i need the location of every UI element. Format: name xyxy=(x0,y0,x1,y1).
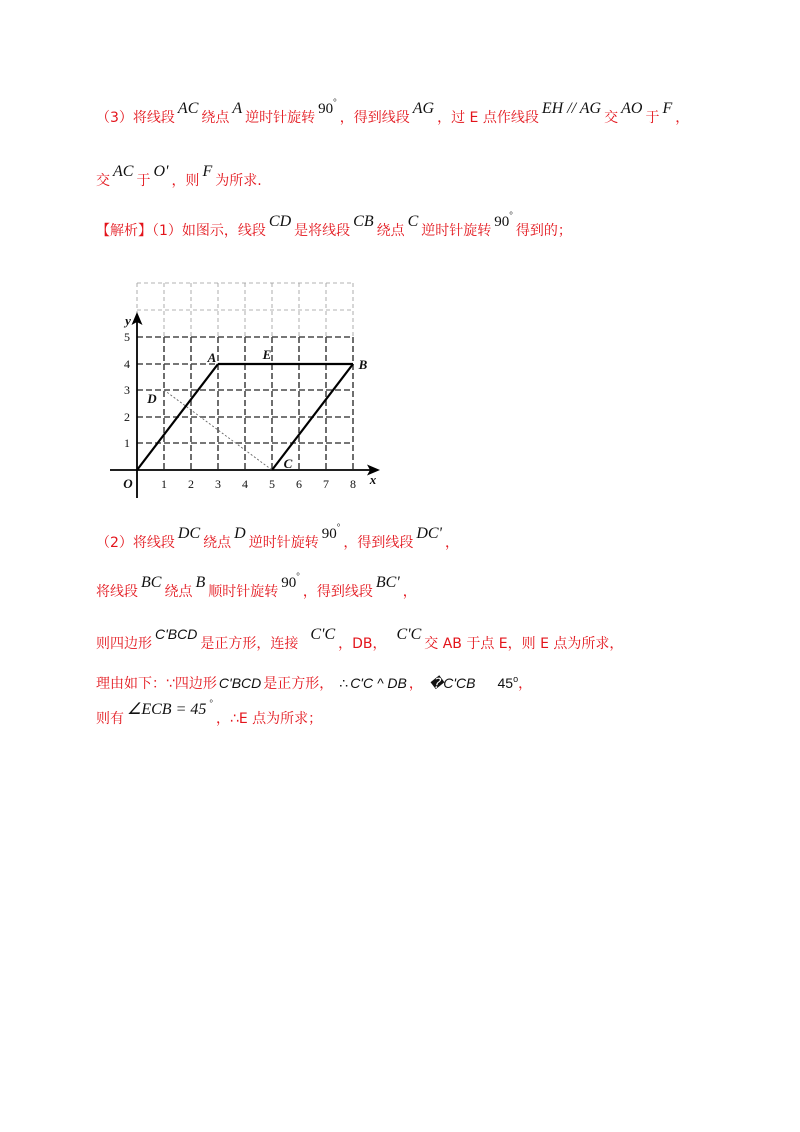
math-segment-c-prime-c: C'C xyxy=(396,626,422,643)
text-run: 于 xyxy=(645,110,660,126)
y-tick-label: 4 xyxy=(124,357,130,371)
math-point-c: C xyxy=(407,213,419,230)
text-run: ，则 xyxy=(171,173,200,189)
x-tick-label: 4 xyxy=(242,477,248,491)
paragraph-step-3-line-2 xyxy=(96,163,262,191)
y-tick-label: 5 xyxy=(124,330,130,344)
x-tick-label: 3 xyxy=(215,477,221,491)
math-segment-bc-prime: BC' xyxy=(375,574,400,591)
text-run: ，得到线段 xyxy=(343,535,414,551)
text-run: ，过 E 点作线段 xyxy=(437,110,539,126)
analysis-step-2-line-1 xyxy=(96,522,459,554)
text-run: 理由如下：∵四边形 xyxy=(96,676,217,692)
math-angle-expression: �C'CB xyxy=(428,675,476,691)
text-run: 绕点 xyxy=(164,584,193,600)
point-label-a: A xyxy=(207,350,217,365)
x-tick-label: 2 xyxy=(188,477,194,491)
text-run: ， xyxy=(408,676,423,692)
x-axis-label: x xyxy=(369,472,377,487)
text-run: 于 xyxy=(136,173,151,189)
degree-sign: ° xyxy=(333,97,337,107)
math-segment-bc: BC xyxy=(141,574,162,591)
x-tick-label: 1 xyxy=(161,477,167,491)
math-angle-value: 45 xyxy=(497,675,514,691)
math-segment-ac: AC xyxy=(177,100,199,117)
text-run: 逆时针旋转 xyxy=(248,535,319,551)
x-tick-label: 5 xyxy=(269,477,275,491)
origin-label: O xyxy=(123,476,133,491)
y-axis-label: y xyxy=(125,313,131,328)
analysis-reason-line xyxy=(96,673,532,695)
text-run: 交 xyxy=(604,110,619,126)
text-run: （2）将线段 xyxy=(96,535,175,551)
text-run: ， xyxy=(402,584,417,600)
text-run: ，得到线段 xyxy=(339,110,410,126)
math-point-f: F xyxy=(202,163,213,180)
point-label-c: C xyxy=(283,456,293,471)
text-run: 是正方形， xyxy=(263,676,334,692)
math-angle-equation: ∠ECB = 45 xyxy=(127,701,207,718)
math-angle-value: 90 xyxy=(281,575,297,591)
therefore-symbol: ∴ xyxy=(339,675,349,691)
text-run: ， xyxy=(675,110,690,126)
math-point-f: F xyxy=(662,100,673,117)
analysis-step-2-line-2 xyxy=(96,571,417,603)
math-segment-ao: AO xyxy=(621,100,643,117)
text-run: 是正方形，连接 xyxy=(200,636,299,652)
x-tick-label: 7 xyxy=(323,477,329,491)
analysis-conclusion-line xyxy=(96,698,323,730)
math-perpendicular-expression: C'C ^ DB xyxy=(350,675,407,691)
text-run: 将线段 xyxy=(96,584,138,600)
text-run: 则四边形 xyxy=(96,636,152,652)
point-label-e: E xyxy=(262,347,272,362)
math-quadrilateral: C'BCD xyxy=(155,626,198,642)
point-label-b: B xyxy=(358,357,368,372)
text-run: 绕点 xyxy=(376,223,405,239)
text-run: ，得到线段 xyxy=(302,584,373,600)
text-run: ， xyxy=(518,676,533,692)
math-angle-value: 90 xyxy=(494,214,510,230)
text-run: 逆时针旋转 xyxy=(245,110,316,126)
text-run: 绕点 xyxy=(203,535,232,551)
y-tick-label: 2 xyxy=(124,410,130,424)
math-point-d: D xyxy=(234,525,246,542)
math-angle-value: 90 xyxy=(321,526,337,542)
text-run: 交 xyxy=(96,173,110,189)
degree-sign: ° xyxy=(336,522,341,532)
math-segment-cb: CB xyxy=(353,213,374,230)
text-run: 则有 xyxy=(96,711,124,727)
analysis-step-2-line-3 xyxy=(96,626,624,654)
x-tick-label: 8 xyxy=(350,477,356,491)
degree-sign: ° xyxy=(296,571,300,581)
degree-sign: ° xyxy=(509,210,513,220)
math-segment-c-prime-c: C'C xyxy=(310,626,336,643)
math-quadrilateral: C'BCD xyxy=(218,675,262,691)
text-run: 是将线段 xyxy=(294,223,351,239)
y-tick-label: 3 xyxy=(124,383,130,397)
x-tick-label: 6 xyxy=(296,477,302,491)
text-run: 【解析】（1）如图示，线段 xyxy=(96,223,266,239)
math-point-b: B xyxy=(195,574,206,591)
analysis-line-1 xyxy=(96,210,572,242)
upper-light-grid xyxy=(137,283,353,337)
text-run: 交 AB 于点 E，则 E 点为所求， xyxy=(424,636,624,652)
text-run: ，∴E 点为所求； xyxy=(215,711,323,727)
math-segment-dc-prime: DC' xyxy=(416,525,442,542)
point-label-d: D xyxy=(147,391,157,406)
text-run: 绕点 xyxy=(201,110,230,126)
math-parallel-expression: EH // AG xyxy=(541,100,602,117)
math-point-a: A xyxy=(232,100,243,117)
math-segment-dc: DC xyxy=(177,525,201,542)
math-segment-ac: AC xyxy=(113,163,134,180)
text-run: （3）将线段 xyxy=(96,110,175,126)
math-segment-cd: CD xyxy=(268,213,292,230)
text-run: 顺时针旋转 xyxy=(208,584,279,600)
paragraph-step-3-line-1 xyxy=(96,97,690,129)
text-run: ， xyxy=(444,535,459,551)
math-segment-ag: AG xyxy=(412,100,435,117)
coordinate-grid-figure xyxy=(100,275,390,505)
y-tick-label: 1 xyxy=(124,436,130,450)
text-run: 为所求. xyxy=(215,173,262,189)
text-run: 得到的； xyxy=(515,223,572,239)
degree-sign: o xyxy=(513,674,519,684)
math-point-o-prime: O' xyxy=(153,163,169,180)
text-run: ，DB， xyxy=(338,636,387,652)
degree-sign: ° xyxy=(209,698,213,708)
text-run: 逆时针旋转 xyxy=(421,223,492,239)
math-angle-value: 90 xyxy=(318,101,334,117)
